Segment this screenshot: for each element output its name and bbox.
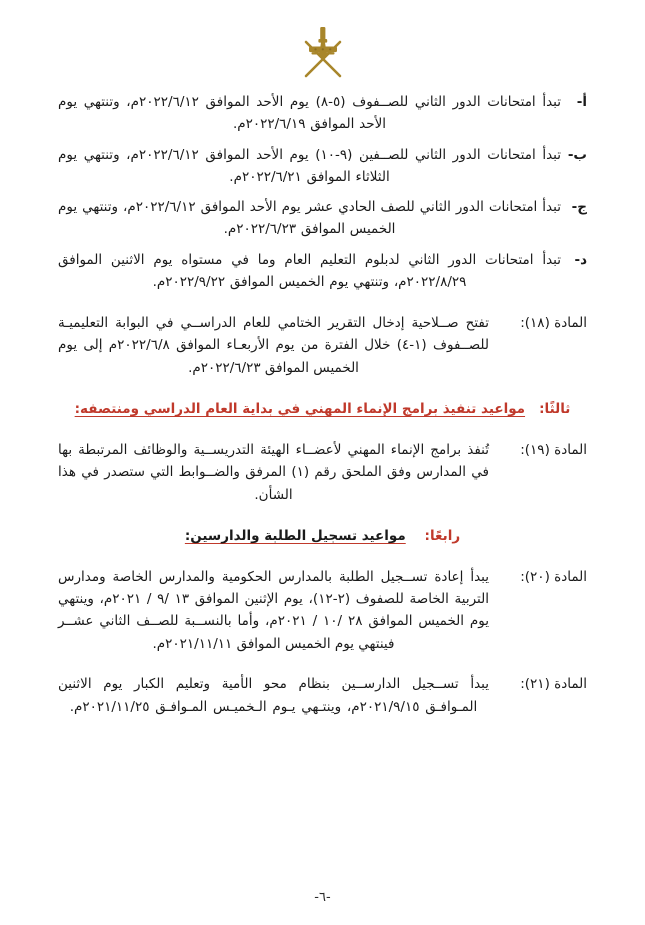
list-item-text: تبدأ امتحانات الدور الثاني للصــفوف (٥-٨) يوم الأحد الموافق ٢٠٢٢/٦/١٢م، وتنتهي يوم الأحد الموافق ٢٠٢٢/٦/١٩م. (58, 94, 562, 132)
article-18 (58, 312, 587, 379)
article-text: تُنفذ برامج الإنماء المهني لأعضــاء الهيئة التدريســية والوظائف المرتبطة بها في المدارس وفق الملحق رقم (١) المرفق والضــوابط التي ستصدر في هذا الشأن. (58, 441, 489, 503)
article-19 (58, 439, 587, 506)
article-text: تفتح صــلاحية إدخال التقرير الختامي للعام الدراســي في البوابة التعليميـة للصــفوف (١-٤) خلال الفترة من يوم الأربعـاء الموافق ٢٠٢٢/٦/٨م إلى يوم الخميس الموافق ٢٠٢٢/٦/٢٣م. (58, 314, 489, 376)
section-heading-text: مواعيد تسجيل الطلبة والدارسين: (184, 527, 406, 544)
oman-national-emblem-icon (297, 22, 349, 80)
article-20 (58, 566, 587, 656)
list-item-text: تبدأ امتحانات الدور الثاني للصف الحادي عشر يوم الأحد الموافق ٢٠٢٢/٦/١٢م، وتنتهي يوم الخميس الموافق ٢٠٢٢/٦/٢٣م. (58, 199, 561, 238)
section-heading-text: مواعيد تنفيذ برامج الإنماء المهني في بداية العام الدراسي ومنتصفه: (74, 401, 526, 418)
section-ordinal: رابعًا: (424, 527, 461, 544)
list-item-text: تبدأ امتحانات الدور الثاني لدبلوم التعليم العام وما في مستواه يوم الاثنين الموافق ٢٠٢٢/٨/٢٩م، وتنتهي يوم الخميس الموافق ٢٠٢٢/٩/٢٢م. (58, 252, 561, 291)
section-heading-third (58, 399, 587, 421)
section-heading-fourth (58, 526, 587, 548)
article-label: المادة (٢١): (520, 676, 587, 693)
list-item-text: تبدأ امتحانات الدور الثاني للصــفين (٩-١٠) يوم الأحد الموافق ٢٠٢٢/٦/١٢م، وتنتهي يوم الثلاثاء الموافق ٢٠٢٢/٦/٢١م. (58, 146, 561, 185)
page-number: -٦- (314, 890, 331, 905)
article-text: يبدأ تســجيل الدارســين بنظام محو الأمية وتعليم الكبار يوم الاثنين المـوافـق ٢٠٢١/٩/١٥م، وينتـهي يـوم الـخميـس المـوافـق ٢٠٢١/١١/٢٥م. (58, 676, 489, 715)
list-item-marker: ج- (571, 199, 587, 216)
article-label: المادة (٢٠): (520, 568, 587, 585)
list-item-marker: د- (574, 252, 587, 269)
list-item (58, 197, 587, 241)
article-21 (58, 673, 587, 718)
list-item (58, 92, 587, 136)
article-label: المادة (١٩): (520, 441, 587, 458)
article-label: المادة (١٨): (520, 314, 587, 331)
section-ordinal: ثالثًا: (539, 401, 571, 418)
list-item (58, 250, 587, 294)
article-text: يبدأ إعادة تســجيل الطلبة بالمدارس الحكومية والمدارس الخاصة ومدارس التربية الخاصة للصفوف (٢-١٢)، يوم الإثنين الموافق ١٣ /٩ / ٢٠٢١م، وينتهي يوم الخميس الموافق ٢٨ /١٠ / ٢٠٢١م، وأما بالنســبة للصــف الثاني عشــر فينتهي يوم الخميس الموافق ٢٠٢١/١١/١١م. (58, 568, 489, 652)
emblem-container (0, 20, 645, 82)
list-item (58, 145, 587, 189)
list-item-marker: أ- (576, 94, 587, 110)
list-item-marker: ب- (567, 146, 587, 163)
document-body (58, 92, 587, 724)
